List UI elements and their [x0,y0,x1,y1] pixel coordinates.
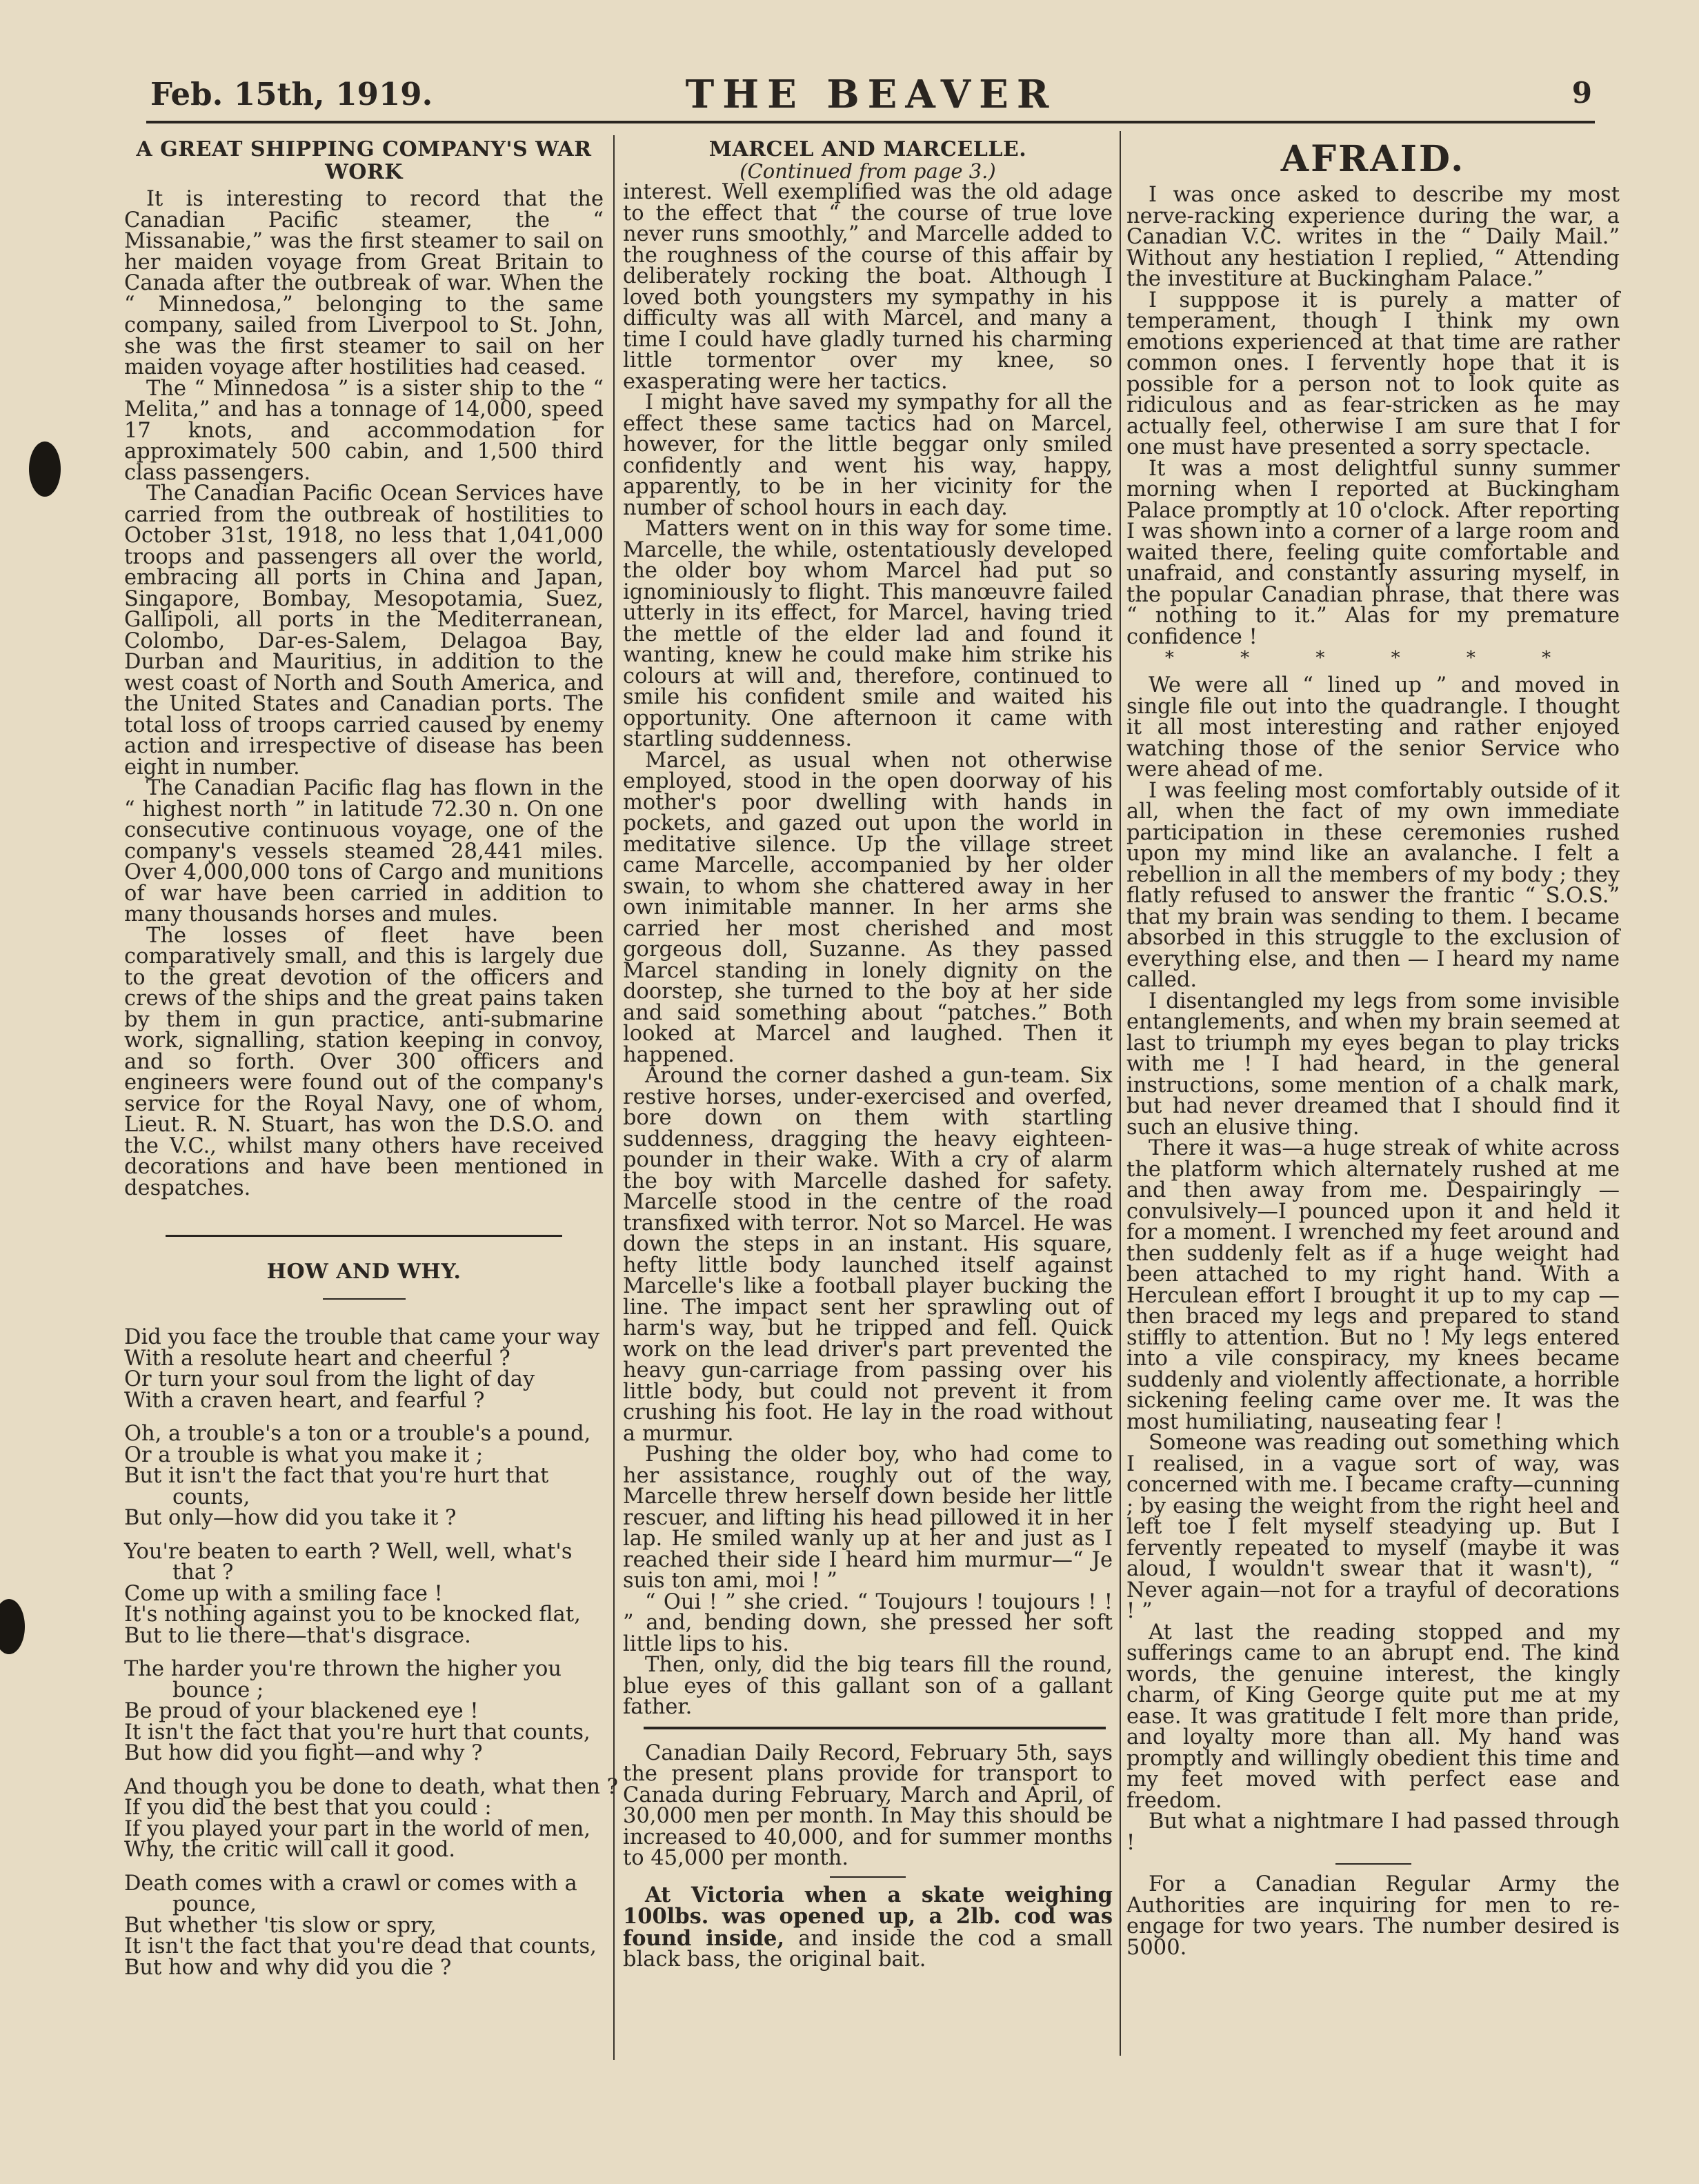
poem-line: Come up with a smiling face ! [124,1581,443,1606]
marcel-headline: MARCEL AND MARCELLE. [708,137,1027,161]
column-left [124,137,619,1991]
poem-line: But how and why did you die ? [124,1955,452,1980]
poem-line: But only—how did you take it ? [124,1506,457,1530]
victoria-rest: and inside the cod a small black bass, the original bait. [623,1926,1113,1972]
afraid-paragraph: I was once asked to describe my most nerve-racking experience during the war, a Canadian V.C. writes in the “ Daily Mail.” Without any hestiation I replied, “ Attending the investiture at Buckingham Palace.” [1126,183,1620,291]
column-right [1126,138,1620,1958]
shipping-paragraph: The Canadian Pacific Ocean Services have carried from the outbreak of hostilities to October 31st, 1918, no less that 1,041,000 troops and passengers all over the world, embracing all ports in China and Japan, Singapore, Bombay, Mesopotamia, Suez, Gallipoli, all ports in the Mediterranean, Colombo, Dar-es-Salem, Delagoa Bay, Durban and Mauritius, in addition to the west coast of North and South America, and the United States and Canadian ports. The total loss of troops carried caused by enemy action and irrespective of disease has been eight in number. [124,482,604,780]
poem-line: But how did you fight—and why ? [124,1741,483,1765]
shipping-paragraph: It is interesting to record that the Canadian Pacific steamer, the “ Missanabie,” was the first steamer to sail on her maiden voyage from Great Britain to Canada after the outbreak of war. When the “ Minnedosa,” belonging to the same company, sailed from Liverpool to St. John, she was the first steamer to sail on her maiden voyage after hostilities had ceased. [124,187,604,379]
afraid-paragraph: At last the reading stopped and my sufferings came to an abrupt end. The kind words, the genuine interest, the kingly charm, of King George quite put me at my ease. It was gratitude I felt more than pride, and loyalty more than all. My hand was promptly and willingly obedient this time and my feet moved with perfect ease and freedom. [1126,1620,1620,1813]
marcel-paragraph: Matters went on in this way for some time. Marcelle, the while, ostentatiously developed the older boy whom Marcel had put so ignominiously to flight. This manœuvre failed utterly in its effect, for Marcel, having tried the mettle of the elder lad and found it wanting, knew he could make him strike his colours at will and, therefore, continued to smile his confident smile and waited his opportunity. One afternoon it came with startling suddenness. [623,517,1113,751]
issue-date: Feb. 15th, 1919. [150,76,433,112]
shipping-headline-line1: A GREAT SHIPPING COMPANY'S WAR [136,137,592,161]
header-rule [146,121,1595,123]
marcel-continued-note: (Continued from page 3.) [739,159,996,183]
poem-line: It's nothing against you to be knocked flat, [124,1602,581,1627]
marcel-article-body [623,390,1113,1719]
poem-line: bounce ; [172,1678,264,1702]
afraid-paragraph: Someone was reading out something which I realised, in a vague sort of way, was concerned with me. I became crafty—cunning ; by easing the weight from the right heel and left toe I felt myself steadying up. But I fervently repeated to myself (maybe it was aloud, I wouldn't swear that it wasn't), “ Never again—not for a trayful of decorations ! ” [1126,1431,1620,1623]
poem-line: Or turn your soul from the light of day [124,1367,535,1391]
poem-stanza [124,1774,619,1862]
page-number: 9 [1571,76,1592,110]
marcel-paragraph: “ Oui ! ” she cried. “ Toujours ! toujours ! ! ” and, bending down, she pressed her soft little lips to his. [623,1589,1113,1656]
afraid-headline: AFRAID. [1280,138,1466,180]
shipping-headline [124,138,604,183]
shipping-article-body [124,189,604,1199]
afraid-body-part1 [1126,185,1620,648]
afraid-paragraph: But what a nightmare I had passed through ! [1126,1809,1620,1855]
section-break-stars: * * * * * * [1164,648,1582,668]
poem-line: You're beaten to earth ? Well, well, what's [124,1539,573,1564]
poem-line: Why, the critic will call it good. [124,1838,456,1862]
poem-line: that ? [172,1560,234,1585]
poem-line: counts, [172,1485,250,1509]
poem-line: Be proud of your blackened eye ! [124,1699,479,1723]
binding-hole [0,1599,25,1654]
marcel-paragraph: Marcel, as usual when not otherwise employed, stood in the open doorway of his mother's poor dwelling with hands in pockets, and gazed out upon the world in meditative silence. Up the village street came Marcelle, accompanied by her older swain, to whom she chattered away in her own inimitable manner. In her arms she carried her most cherished and most gorgeous doll, Suzanne. As they passed Marcel standing in lonely dignity on the doorstep, she turned to the boy at her side and said something about “patches.” Both looked at Marcel and laughed. Then it happened. [623,748,1113,1067]
poem-stanza [124,1659,604,1765]
article-divider-short [1335,1863,1411,1865]
marcel-paragraph: I might have saved my sympathy for all the effect these same tactics had on Marcel, however, for the little beggar only smiled confidently and went his way, happy, apparently, to be in her vicinity for the number of school hours in each day. [623,390,1113,520]
poem-line: It isn't the fact that you're hurt that counts, [124,1720,590,1745]
army-rest: a Canadian Regular Army the Authorities are inquiring for men to re-engage for two years. The number desired is 5000. [1126,1872,1620,1960]
column-divider [1120,131,1121,2056]
victoria-paragraph [623,1882,1113,1972]
shipping-paragraph: The losses of fleet have been comparatively small, and this is largely due to the great devotion of the officers and crews of the ships and the great pains taken by them in gun practice, anti-submarine work, signalling, station keeping in convoy, and so forth. Over 300 officers and engineers were found out of the company's service for the Royal Navy, one of whom, Lieut. R. N. Stuart, has won the D.S.O. and the V.C., whilst many others have received decorations and have been mentioned in despatches. [124,923,604,1200]
poem-line: If you played your part in the world of men, [124,1816,591,1841]
afraid-paragraph: We were all “ lined up ” and moved in single file out into the quadrangle. I thought it all most interesting and rather enjoyed watching those of the senior Service who were ahead of me. [1126,673,1620,782]
afraid-paragraph: It was a most delightful sunny summer morning when I reported at Buckingham Palace promptly at 10 o'clock. After reporting I was shown into a corner of a large room and waited there, feeling quite comfortable and unafraid, and constantly assuring myself, in the popular Canadian phrase, that there was “ nothing to it.” Alas for my premature confidence ! [1126,456,1620,649]
poem-line: It isn't the fact that you're dead that counts, [124,1934,597,1958]
masthead-title: THE BEAVER [685,72,1057,117]
column-divider [613,135,615,2060]
page-header [150,72,1592,120]
poem-line: With a craven heart, and fearful ? [124,1388,485,1413]
poem-title: HOW AND WHY. [266,1260,461,1284]
poem-line: But whether 'tis slow or spry, [124,1913,437,1938]
afraid-body-part2 [1126,675,1620,1854]
afraid-paragraph: There it was—a huge streak of white across the platform which alternately rushed at me and then away from me. Despairingly —convulsively—I pounced upon it and held it for a moment. I wrenched my feet around and then suddenly felt as if a huge weight had been attached to my right hand. With a Herculean effort I brought it up to my cap —then braced my legs and prepared to stand stiffly to attention. But no ! My legs entered into a vile conspiracy, my knees became suddenly and violently affectionate, a horrible sickening feeling came over me. It was the most humiliating, nauseating fear ! [1126,1136,1620,1434]
poem-stanza [124,1871,604,1980]
marcel-first-paragraph: interest. Well exemplified was the old adage to the effect that “ the course of true love never runs smoothly,” and Marcelle added to the roughness of the course of this affair by deliberately rocking the boat. Although I loved both youngsters my sympathy in his difficulty was all with Marcel, and many a time I could have gladly turned his charming little tormentor over my knee, so exasperating were her tactics. [623,180,1113,394]
article-divider [644,1727,1106,1729]
poem-line: With a resolute heart and cheerful ? [124,1346,510,1371]
article-divider-short [830,1876,906,1878]
army-lead: For [1149,1872,1185,1896]
poem-line: The harder you're thrown the higher you [124,1657,562,1681]
poem-line: But to lie there—that's disgrace. [124,1623,471,1648]
shipping-paragraph: The Canadian Pacific flag has flown in the “ highest north ” in latitude 72.30 n. On one consecutive continuous voyage, one of the company's vessels steamed 28,441 miles. Over 4,000,000 tons of Cargo and munitions of war have been carried in addition to many thousands horses and mules. [124,776,604,926]
victoria-lead: At Victoria when a skate weighing 100lbs. was opened up, a 2lb. cod was found inside, [623,1882,1113,1951]
poem-line: Death comes with a crawl or comes with a [124,1871,577,1896]
poem-stanza [124,1327,604,1411]
article-divider [166,1235,562,1237]
title-rule [323,1298,406,1300]
afraid-paragraph: I supppose it is purely a matter of temperament, though I think my own emotions experienced at that time are rather common ones. I fervently hope that it is possible for a person not to look quite as ridiculous and as fear-stricken as he may actually feel, otherwise I am sure that I for one must have presented a sorry spectacle. [1126,288,1620,459]
poem-body [124,1325,619,1980]
afraid-paragraph: I was feeling most comfortably outside of it all, when the fact of my own immediate participation in these ceremonies rushed upon my mind like an avalanche. I felt a rebellion in all the members of my body ; they flatly refused to answer the frantic “ S.O.S.” that my brain was sending to them. I became absorbed in this struggle to the exclusion of everything else, and then — I heard my name called. [1126,778,1620,992]
shipping-paragraph: The “ Minnedosa ” is a sister ship to the “ Melita,” and has a tonnage of 14,000, speed 17 knots, and accommodation for approximately 500 cabin, and 1,500 third class passengers. [124,376,604,485]
poem-line: Did you face the trouble that came your way [124,1325,600,1349]
afraid-paragraph: I disentangled my legs from some invisible entanglements, and when my brain seemed at last to triumph my eyes began to play tricks with me ! I had heard, in the general instructions, some mention of a chalk mark, but had never dreamed that I should find it such an elusive thing. [1126,989,1620,1140]
army-paragraph [1126,1874,1620,1958]
poem-line: Oh, a trouble's a ton or a trouble's a pound, [124,1422,591,1446]
poem-line: Or a trouble is what you make it ; [124,1442,484,1467]
column-middle [623,138,1113,1971]
marcel-paragraph: Pushing the older boy, who had come to her assistance, roughly out of the way, Marcelle threw herself down beside her little rescuer, and lifting his head pillowed it in her lap. He smiled wanly up at her and just as I reached their side I heard him murmur—“ Je suis ton ami, moi ! ” [623,1442,1113,1593]
poem-line: But it isn't the fact that you're hurt that [124,1464,549,1488]
record-paragraph: Canadian Daily Record, February 5th, says the present plans provide for transport to Canada during February, March and April, of 30,000 men per month. In May this should be increased to 40,000, and for summer months to 45,000 per month. [623,1740,1113,1870]
poem-line: If you did the best that you could : [124,1796,492,1820]
shipping-headline-line2: WORK [325,160,403,184]
marcel-paragraph: Then, only, did the big tears fill the round, blue eyes of this gallant son of a gallant father. [623,1653,1113,1719]
marcel-paragraph: Around the corner dashed a gun-team. Six restive horses, under-exercised and overfed, bore down on them with startling suddenness, dragging the heavy eighteen-pounder in their wake. With a cry of alarm the boy with Marcelle dashed for safety. Marcelle stood in the centre of the road transfixed with terror. Not so Marcel. He was down the steps in an instant. His square, hefty little body launched itself against Marcelle's like a football player bucking the line. The impact sent her sprawling out of harm's way, but he tripped and fell. Quick work on the lead driver's part prevented the heavy gun-carriage from passing over his little body, but could not prevent it from crushing his foot. He lay in the road without a murmur. [623,1064,1113,1446]
poem-stanza [124,1539,604,1648]
poem-stanza [124,1424,604,1529]
poem-line: pounce, [172,1892,257,1916]
poem-line: And though you be done to death, what then ? [124,1774,619,1799]
binding-hole [29,441,61,497]
